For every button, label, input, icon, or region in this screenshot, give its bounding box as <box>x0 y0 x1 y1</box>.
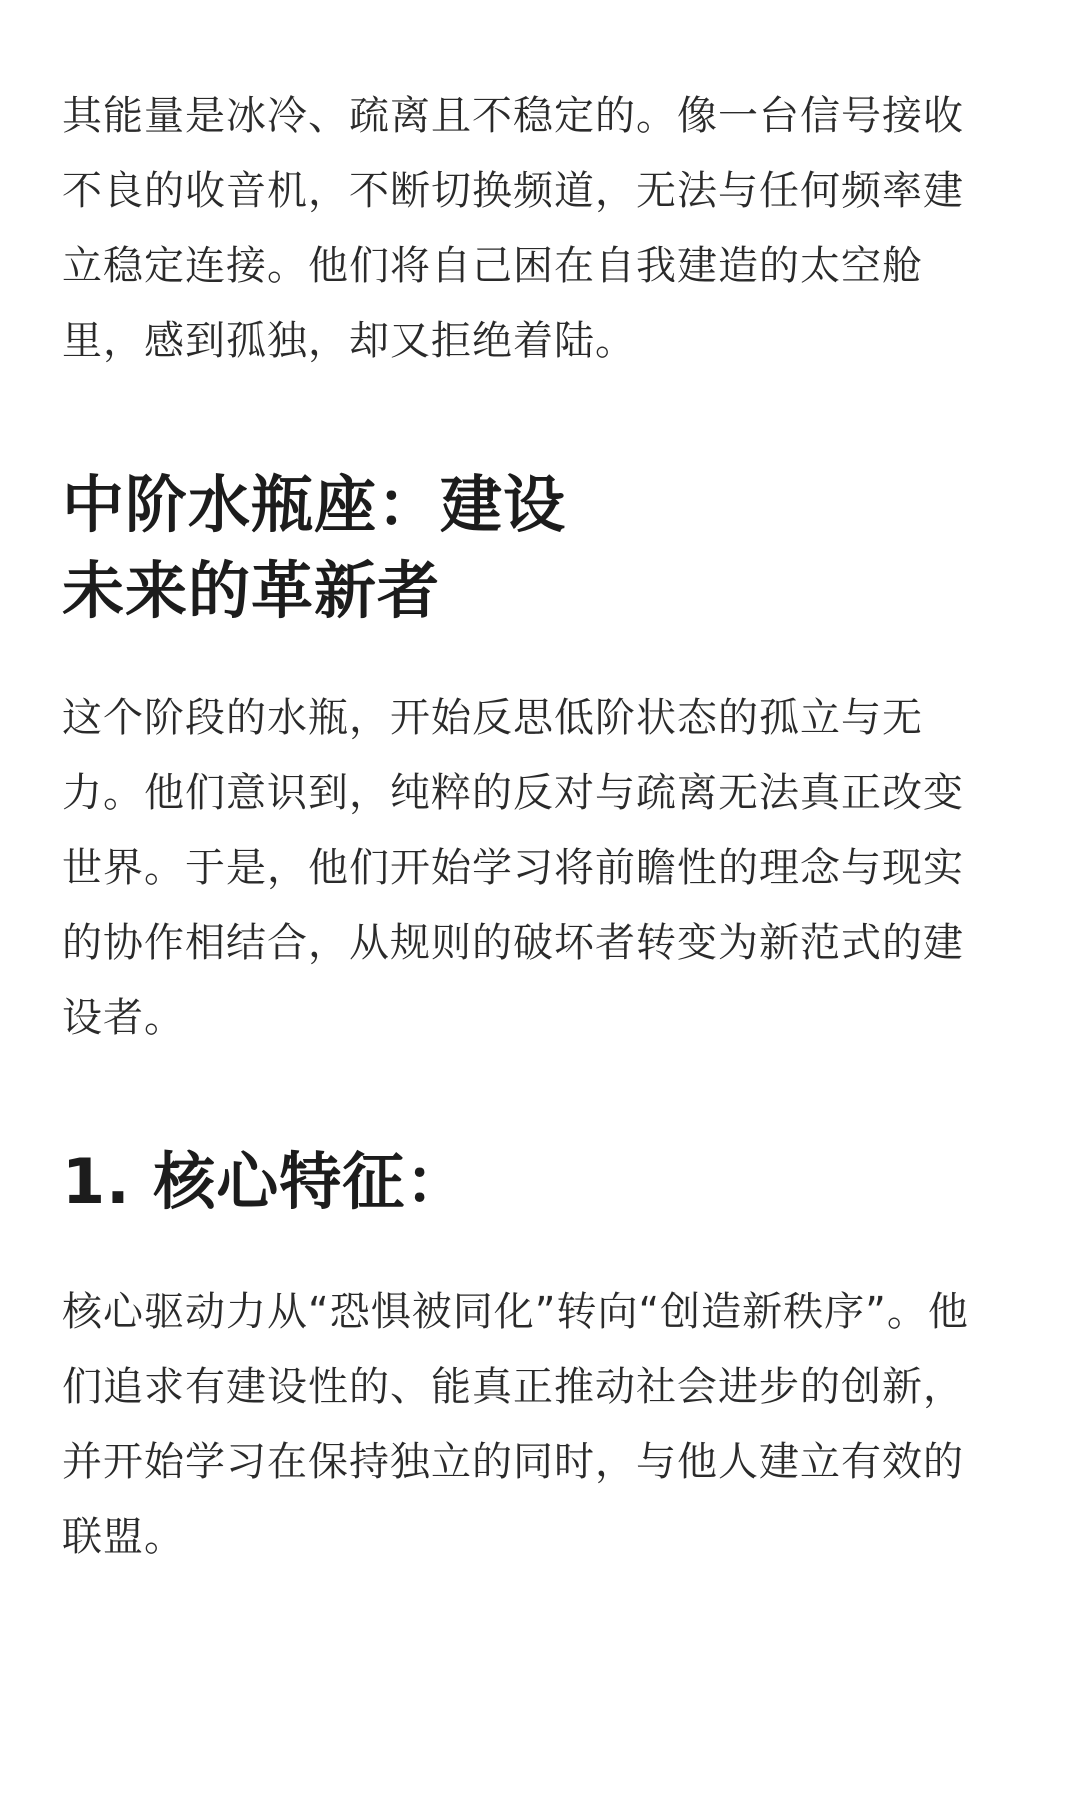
subheading: 1. 核心特征： <box>62 1145 469 1218</box>
text-line: 立稳定连接。他们将自己困在自我建造的太空舱 <box>62 243 923 289</box>
text-line: 们追求有建设性的、能真正推动社会进步的创新， <box>62 1364 964 1410</box>
text-line: 的协作相结合，从规则的破坏者转变为新范式的建 <box>62 920 964 966</box>
text-line: 里，感到孤独，却又拒绝着陆。 <box>62 318 636 364</box>
text-line: 并开始学习在保持独立的同时，与他人建立有效的 <box>62 1439 964 1485</box>
heading-line: 中阶水瓶座：建设 <box>62 468 567 541</box>
text-line: 世界。于是，他们开始学习将前瞻性的理念与现实 <box>62 845 964 891</box>
heading-line: 未来的革新者 <box>62 554 441 627</box>
text-line: 力。他们意识到，纯粹的反对与疏离无法真正改变 <box>62 770 964 816</box>
text-line: 不良的收音机，不断切换频道，无法与任何频率建 <box>62 168 964 214</box>
section-paragraph <box>62 681 964 1056</box>
text-line: 核心驱动力从“恐惧被同化”转向“创造新秩序”。他 <box>62 1289 969 1335</box>
text-line: 这个阶段的水瓶，开始反思低阶状态的孤立与无 <box>62 695 923 741</box>
section-heading <box>62 462 566 634</box>
subsection-paragraph <box>62 1275 969 1575</box>
intro-paragraph <box>62 79 964 379</box>
text-line: 其能量是冰冷、疏离且不稳定的。像一台信号接收 <box>62 93 964 139</box>
text-line: 联盟。 <box>62 1514 185 1560</box>
text-line: 设者。 <box>62 995 185 1041</box>
